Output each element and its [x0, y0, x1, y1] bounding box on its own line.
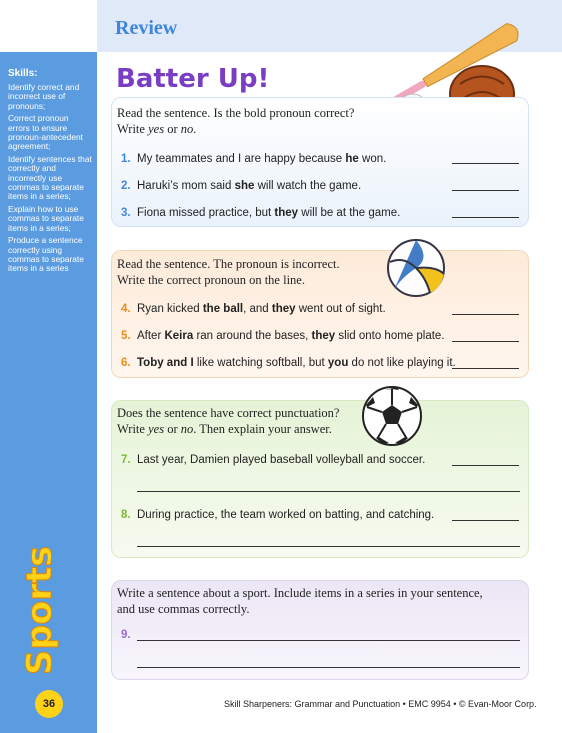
question-1: 1. My teammates and I are happy because he won.	[121, 153, 387, 165]
answer-line-2[interactable]	[452, 190, 519, 191]
footer-credit: Skill Sharpeners: Grammar and Punctuation • EMC 9954 • © Evan-Moor Corp.	[224, 699, 537, 709]
section-2-instructions: Read the sentence. The pronoun is incorrect. Write the correct pronoun on the line.	[117, 257, 340, 287]
sidebar-top	[0, 0, 97, 52]
question-4: 4. Ryan kicked the ball, and they went out of sight.	[121, 303, 386, 315]
answer-line-1[interactable]	[452, 163, 519, 164]
section-1-instructions: Read the sentence. Is the bold pronoun correct? Write yes or no.	[117, 106, 355, 136]
skill-item: Identify sentences that correctly and incorrectly use commas to separate items in a series;	[8, 153, 92, 202]
theme-label: Sports	[20, 545, 60, 675]
question-2: 2. Haruki’s mom said she will watch the game.	[121, 180, 362, 192]
answer-line-8[interactable]	[452, 520, 519, 521]
answer-line-5[interactable]	[452, 341, 519, 342]
explanation-line-7[interactable]	[137, 491, 520, 492]
question-3: 3. Fiona missed practice, but they will be at the game.	[121, 207, 401, 219]
soccer-ball-icon	[361, 385, 423, 447]
skills-list	[8, 83, 92, 277]
answer-line-3[interactable]	[452, 217, 519, 218]
answer-line-6[interactable]	[452, 368, 519, 369]
page-title: Batter Up!	[116, 64, 270, 94]
volleyball-icon	[386, 238, 446, 298]
skill-item: Identify correct and incorrect use of pronouns;	[8, 82, 80, 111]
question-7: 7. Last year, Damien played baseball volleyball and soccer.	[121, 454, 426, 466]
skill-item: Produce a sentence correctly using commas to separate items in a series	[8, 235, 84, 274]
answer-line-9b[interactable]	[137, 667, 520, 668]
answer-line-9a[interactable]	[137, 640, 520, 641]
page-number: 36	[35, 690, 63, 718]
section-3-instructions: Does the sentence have correct punctuation? Write yes or no. Then explain your answer.	[117, 406, 340, 436]
question-9: 9.	[121, 629, 131, 641]
explanation-line-8[interactable]	[137, 546, 520, 547]
question-5: 5. After Keira ran around the bases, they slid onto home plate.	[121, 330, 445, 342]
skill-item: Correct pronoun errors to ensure pronoun-antecedent agreement;	[8, 113, 83, 152]
question-6: 6. Toby and I like watching softball, but you do not like playing it.	[121, 357, 456, 369]
section-label: Review	[115, 17, 178, 39]
answer-line-7[interactable]	[452, 465, 519, 466]
skill-item: Explain how to use commas to separate items in a series;	[8, 203, 84, 233]
skills-heading: Skills:	[8, 68, 38, 79]
section-4-instructions: Write a sentence about a sport. Include items in a series in your sentence, and use commas correctly.	[117, 586, 483, 616]
question-8: 8. During practice, the team worked on batting, and catching.	[121, 509, 435, 521]
answer-line-4[interactable]	[452, 314, 519, 315]
